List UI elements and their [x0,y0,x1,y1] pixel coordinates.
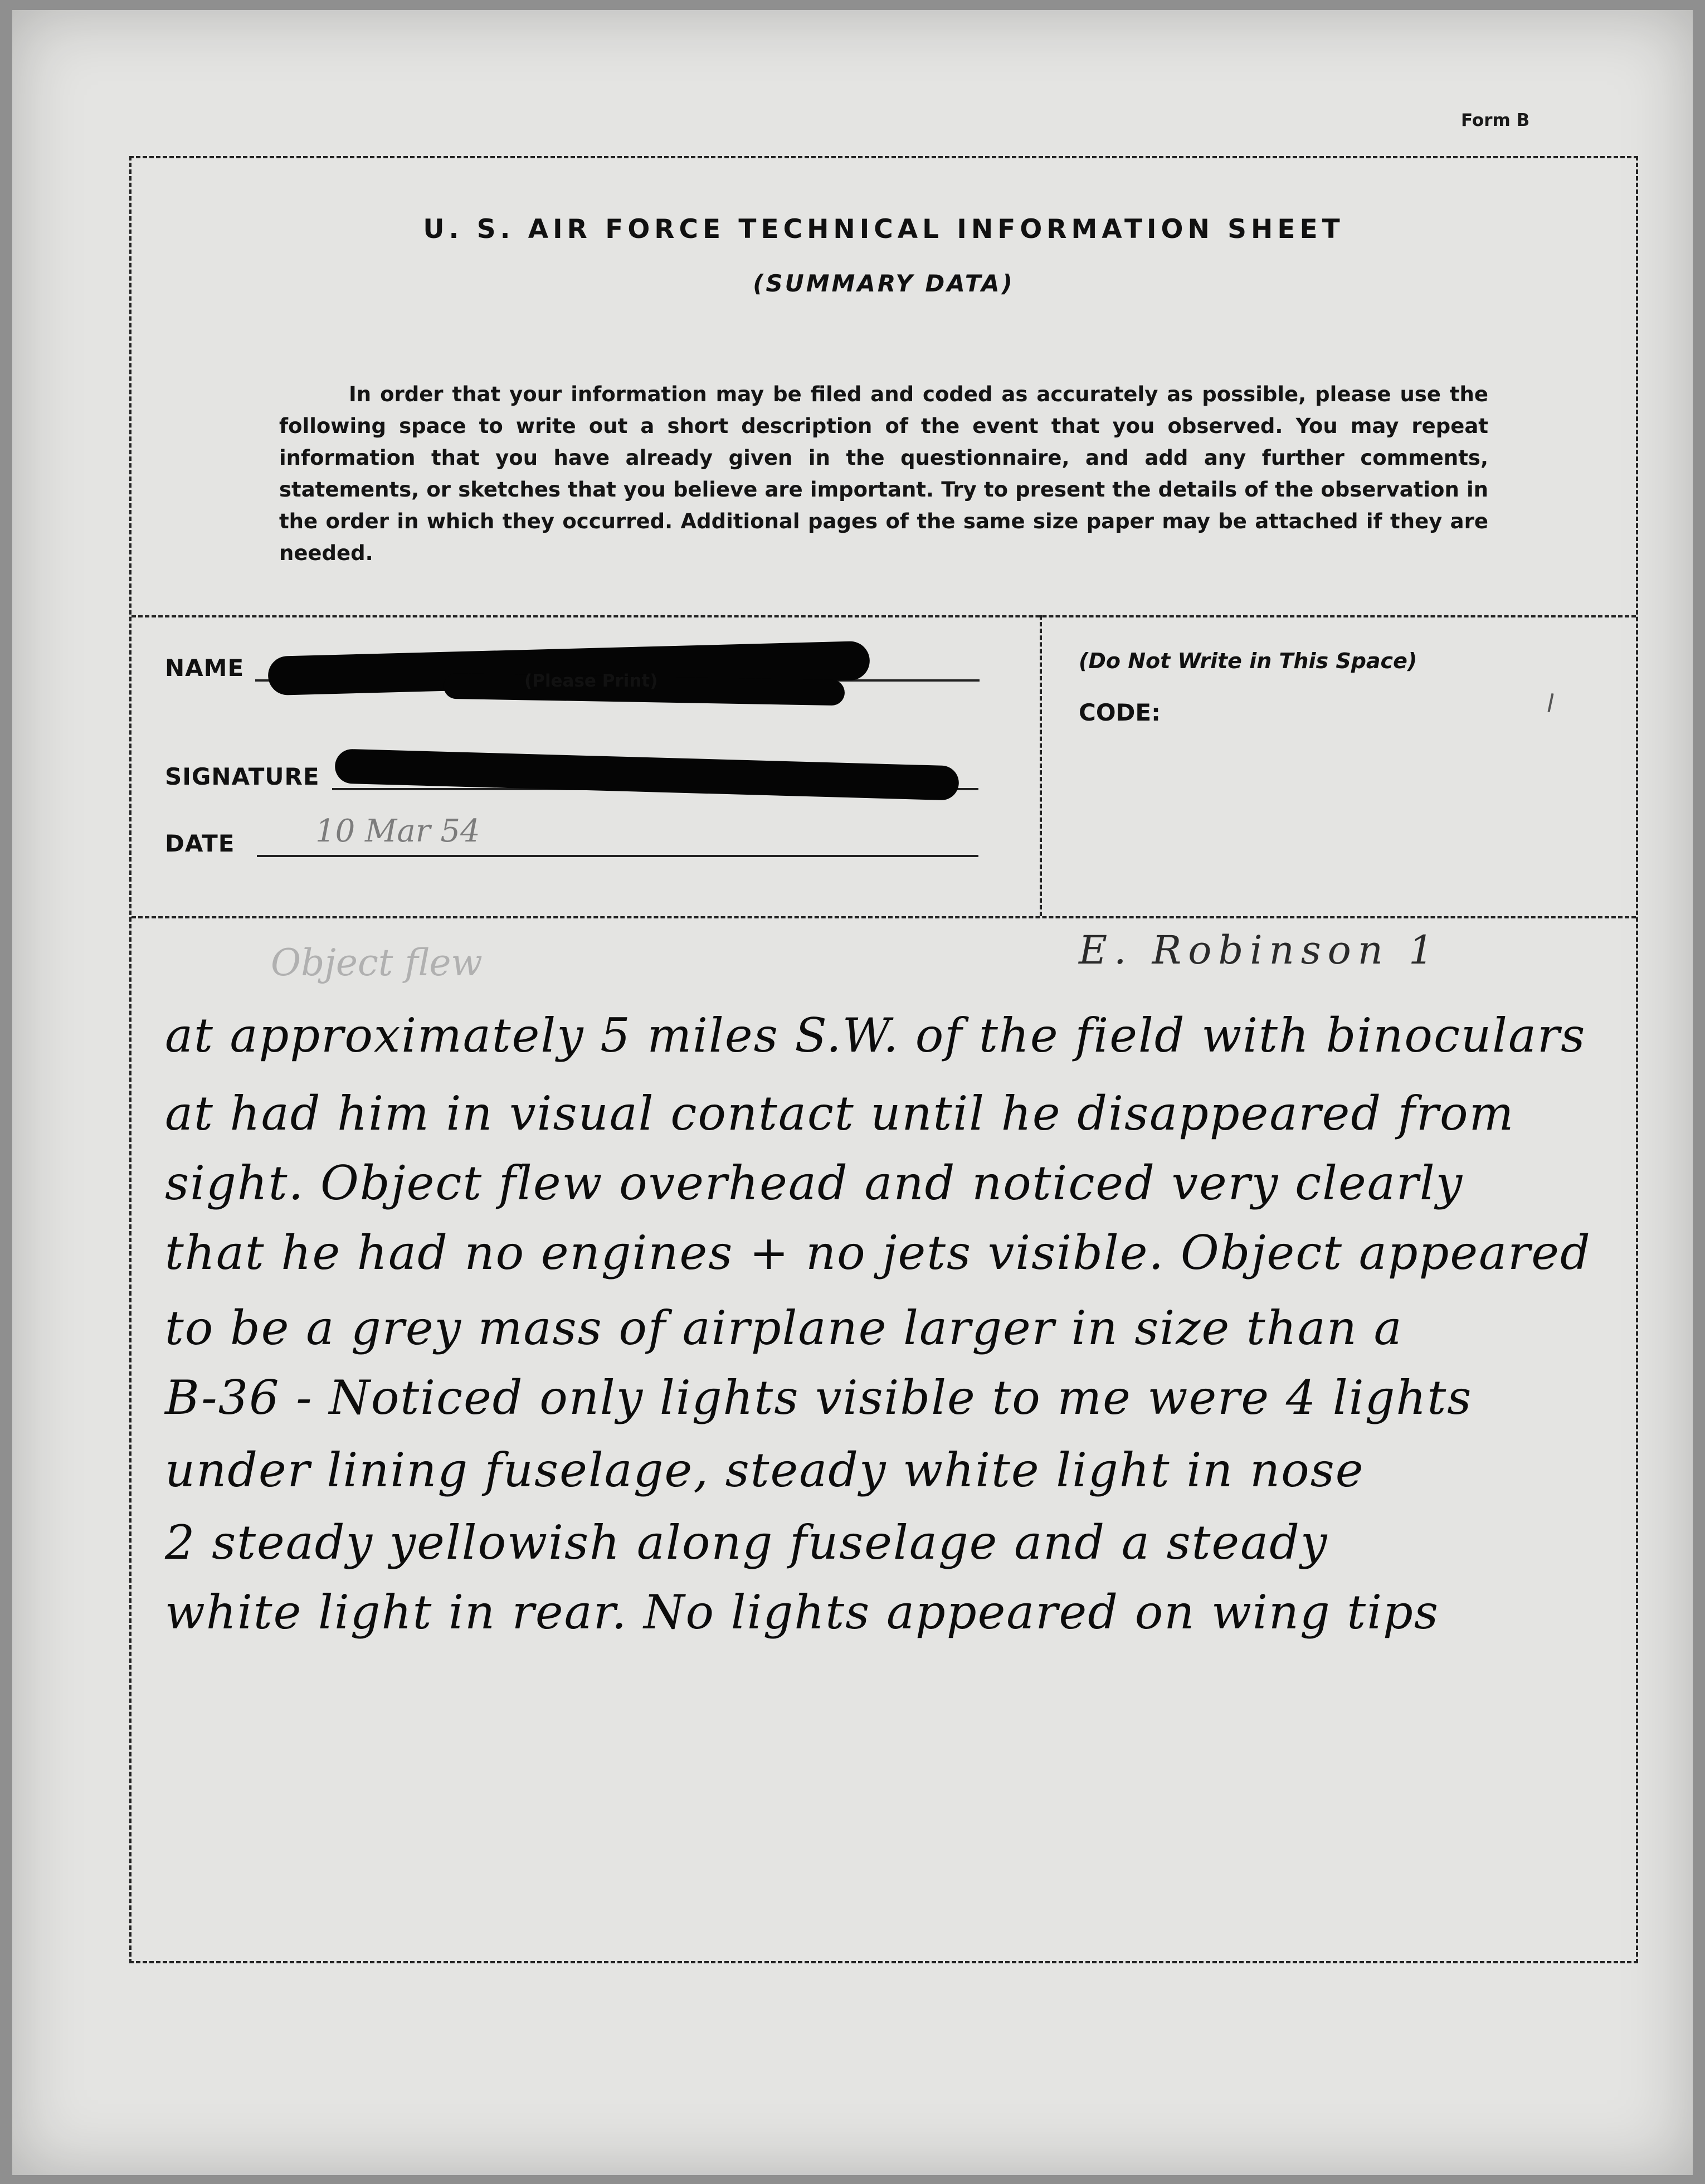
document-page [12,10,1693,2175]
name-hint: (Please Print) [524,671,658,691]
form-number: Form B [1461,110,1530,130]
signature-redaction [334,748,959,800]
identification-section [131,615,1636,918]
narrative-line: white light in rear. No lights appeared on wing tips [165,1585,1439,1640]
official-use-notice: (Do Not Write in This Space) [1079,649,1417,673]
narrative-line: to be a grey mass of airplane larger in size than a [165,1301,1403,1355]
code-label: CODE: [1079,699,1161,726]
narrative-section [131,916,1636,1961]
witness-note: E. Robinson 1 [1079,927,1440,973]
form-instructions: In order that your information may be filed and coded as accurately as possible, please use the following space to write out a short description of the event that you observed. You may repeat information that you have already given in the questionnaire, and add any further comments, statements, or sketches that you believe are important. Try to present the details of the observation in the order in which they occurred. Additional pages of the same size paper may be attached if they are needed. [279,382,1488,565]
form-title: U. S. AIR FORCE TECHNICAL INFORMATION SHEET [423,214,1344,245]
form-subtitle: (SUMMARY DATA) [753,270,1015,297]
faint-handwriting: Object flew [271,941,483,984]
name-label: NAME [165,654,245,682]
narrative-line: B-36 - Noticed only lights visible to me were 4 lights [165,1370,1473,1425]
signature-label: SIGNATURE [165,763,320,790]
narrative-line: at approximately 5 miles S.W. of the field with binoculars [165,1008,1586,1063]
date-value: 10 Mar 54 [315,813,480,849]
narrative-line: under lining fuselage, steady white light in nose [165,1443,1365,1497]
narrative-line: at had him in visual contact until he disappeared from [165,1086,1515,1141]
date-line [257,855,978,857]
narrative-line: that he had no engines + no jets visible. Object appeared [165,1225,1591,1280]
code-mark [1548,693,1554,712]
date-label: DATE [165,830,235,857]
form-frame [129,156,1638,1963]
narrative-line: sight. Object flew overhead and noticed very clearly [165,1156,1464,1210]
section-divider [1040,615,1042,916]
narrative-line: 2 steady yellowish along fuselage and a steady [165,1515,1328,1570]
form-header [131,158,1636,617]
